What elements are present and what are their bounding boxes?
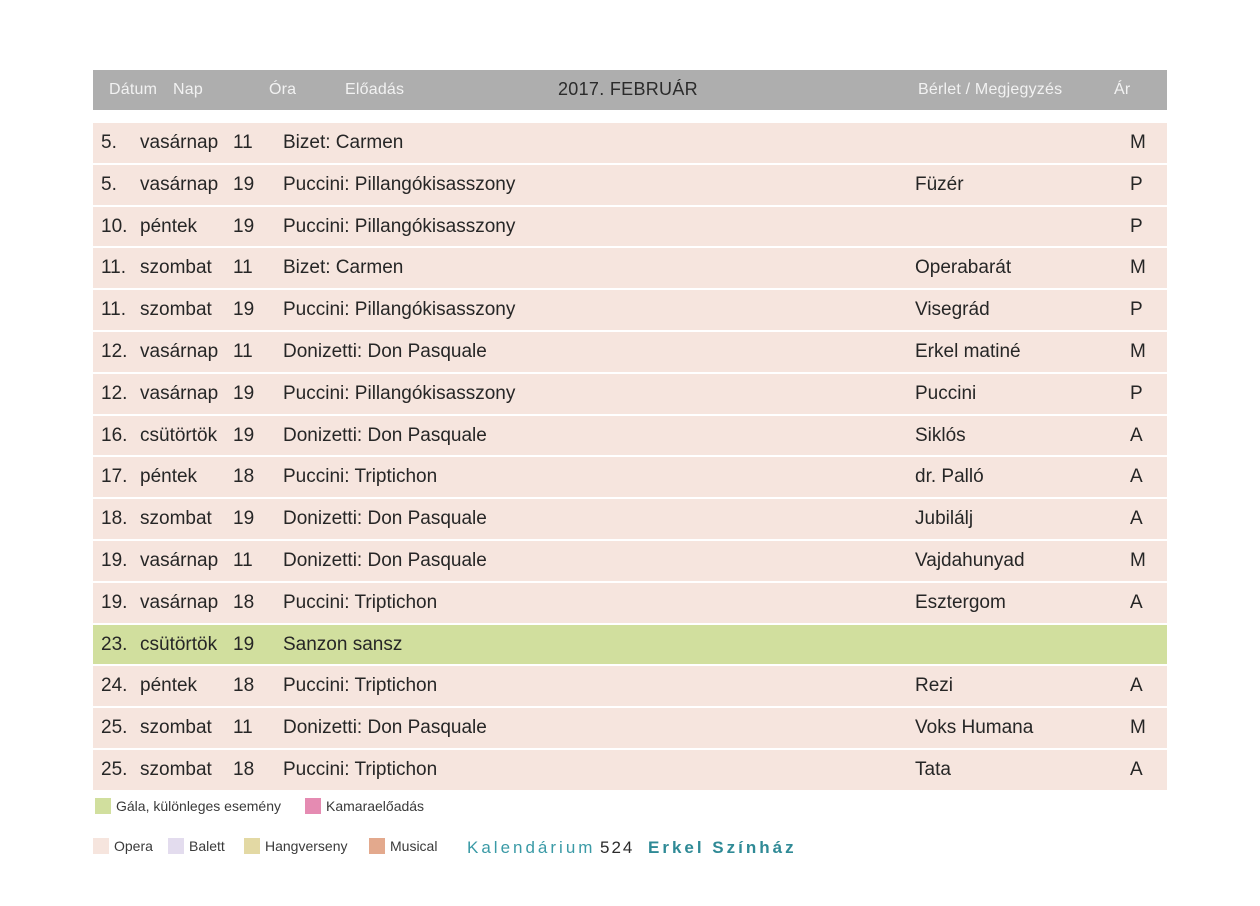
row-performance: Puccini: Pillangókisasszony <box>283 382 516 404</box>
legend-item-balett <box>168 838 225 855</box>
row-day: csütörtök <box>140 424 218 446</box>
row-note: Voks Humana <box>915 717 1034 739</box>
page-number: 524 <box>600 838 635 857</box>
row-note: Erkel matiné <box>915 340 1021 362</box>
table-row <box>93 123 1167 163</box>
kamara-swatch <box>305 798 321 814</box>
row-note: Tata <box>915 758 951 780</box>
header-time-label: Óra <box>269 81 297 98</box>
row-note: Esztergom <box>915 591 1006 613</box>
row-price: M <box>1130 549 1146 571</box>
row-day: vasárnap <box>140 340 219 362</box>
row-performance: Puccini: Pillangókisasszony <box>283 173 516 195</box>
row-day: péntek <box>140 675 198 697</box>
row-day: vasárnap <box>140 549 219 571</box>
legend-item-musical <box>369 838 437 855</box>
legend-label-balett: Balett <box>189 838 225 854</box>
row-note: dr. Palló <box>915 466 984 488</box>
row-note: Siklós <box>915 424 966 446</box>
legend-label-musical: Musical <box>390 838 438 854</box>
row-price: P <box>1130 299 1143 321</box>
table-row <box>93 541 1167 581</box>
row-date: 11. <box>101 299 127 321</box>
row-price: A <box>1130 675 1143 697</box>
row-performance: Donizetti: Don Pasquale <box>283 424 487 446</box>
row-date: 5. <box>101 132 117 153</box>
row-date: 5. <box>101 173 117 195</box>
row-price: M <box>1130 257 1146 279</box>
footer-theatre-name: Erkel Színház <box>648 838 797 857</box>
row-date: 17. <box>101 466 128 488</box>
row-performance: Donizetti: Don Pasquale <box>283 340 487 362</box>
row-date: 11. <box>101 257 127 279</box>
table-row <box>93 207 1167 247</box>
row-performance: Bizet: Carmen <box>283 257 404 279</box>
header-performance-label: Előadás <box>345 81 405 98</box>
legend-label-opera: Opera <box>114 838 153 854</box>
row-performance: Puccini: Pillangókisasszony <box>283 299 516 321</box>
row-note: Operabarát <box>915 257 1012 279</box>
row-day: szombat <box>140 299 212 321</box>
row-price: P <box>1130 215 1143 237</box>
row-price: A <box>1130 424 1143 446</box>
table-row <box>93 499 1167 539</box>
row-time: 18 <box>233 466 255 488</box>
row-time: 11 <box>233 132 253 153</box>
row-time: 19 <box>233 382 255 404</box>
balett-swatch <box>168 838 184 854</box>
table-row <box>93 583 1167 623</box>
row-performance: Donizetti: Don Pasquale <box>283 508 487 530</box>
table-row <box>93 666 1167 706</box>
row-time: 11 <box>233 717 253 739</box>
hangverseny-swatch <box>244 838 260 854</box>
opera-swatch <box>93 838 109 854</box>
table-row <box>93 248 1167 288</box>
table-row <box>93 165 1167 205</box>
row-day: szombat <box>140 257 212 279</box>
row-time: 19 <box>233 299 255 321</box>
row-performance: Donizetti: Don Pasquale <box>283 717 487 739</box>
row-date: 23. <box>101 633 128 655</box>
legend-label-hangverseny: Hangverseny <box>265 838 348 854</box>
legend-item-gala <box>95 798 281 815</box>
row-date: 12. <box>101 340 128 362</box>
row-performance: Puccini: Triptichon <box>283 675 438 697</box>
footer-kalendarium: Kalendárium <box>467 838 596 857</box>
row-note: Visegrád <box>915 299 990 321</box>
row-price: M <box>1130 717 1146 739</box>
row-performance: Puccini: Triptichon <box>283 466 438 488</box>
table-row <box>93 750 1167 790</box>
row-performance: Puccini: Pillangókisasszony <box>283 215 516 237</box>
row-note: Füzér <box>915 173 964 195</box>
row-price: A <box>1130 466 1143 488</box>
legend-item-kamara <box>305 798 424 815</box>
row-performance: Sanzon sansz <box>283 633 403 655</box>
row-performance: Bizet: Carmen <box>283 132 404 153</box>
gala-swatch <box>95 798 111 814</box>
row-price: A <box>1130 591 1143 613</box>
row-time: 19 <box>233 173 255 195</box>
row-day: vasárnap <box>140 132 219 153</box>
row-date: 19. <box>101 549 128 571</box>
row-note: Jubilálj <box>915 508 974 530</box>
musical-swatch <box>369 838 385 854</box>
legend-item-opera <box>93 838 153 855</box>
row-date: 12. <box>101 382 128 404</box>
legend-item-hangverseny <box>244 838 348 855</box>
header-note-label: Bérlet / Megjegyzés <box>918 81 1063 98</box>
row-date: 10. <box>101 215 128 237</box>
row-day: péntek <box>140 215 198 237</box>
row-day: vasárnap <box>140 382 219 404</box>
header-day-label: Nap <box>173 81 203 98</box>
row-price: M <box>1130 132 1146 153</box>
schedule-table <box>93 123 1167 792</box>
row-day: vasárnap <box>140 591 219 613</box>
row-day: szombat <box>140 717 212 739</box>
row-time: 11 <box>233 549 253 571</box>
row-date: 25. <box>101 717 128 739</box>
row-time: 18 <box>233 758 255 780</box>
table-row <box>93 374 1167 414</box>
row-performance: Puccini: Triptichon <box>283 591 438 613</box>
table-row <box>93 332 1167 372</box>
row-date: 19. <box>101 591 128 613</box>
table-row <box>93 625 1167 665</box>
row-date: 16. <box>101 424 128 446</box>
row-date: 18. <box>101 508 128 530</box>
row-day: szombat <box>140 758 212 780</box>
row-time: 11 <box>233 340 253 362</box>
legend-label-kamara: Kamaraelőadás <box>326 798 425 814</box>
row-price: P <box>1130 173 1143 195</box>
row-time: 18 <box>233 675 255 697</box>
row-performance: Donizetti: Don Pasquale <box>283 549 487 571</box>
row-time: 19 <box>233 633 255 655</box>
row-note: Rezi <box>915 675 954 697</box>
table-row <box>93 457 1167 497</box>
row-day: vasárnap <box>140 173 219 195</box>
row-price: A <box>1130 508 1143 530</box>
row-performance: Puccini: Triptichon <box>283 758 438 780</box>
page-title: 2017. FEBRUÁR <box>558 79 698 99</box>
row-time: 19 <box>233 424 255 446</box>
header-date-label: Dátum <box>109 81 158 98</box>
row-time: 19 <box>233 215 255 237</box>
row-price: M <box>1130 340 1146 362</box>
row-day: szombat <box>140 508 212 530</box>
row-time: 11 <box>233 257 253 279</box>
header-price-label: Ár <box>1114 81 1131 98</box>
row-day: csütörtök <box>140 633 218 655</box>
row-time: 18 <box>233 591 255 613</box>
table-row <box>93 708 1167 748</box>
table-row <box>93 290 1167 330</box>
table-row <box>93 416 1167 456</box>
row-date: 24. <box>101 675 128 697</box>
row-price: P <box>1130 382 1143 404</box>
row-date: 25. <box>101 758 128 780</box>
row-day: péntek <box>140 466 198 488</box>
row-note: Puccini <box>915 382 977 404</box>
row-note: Vajdahunyad <box>915 549 1025 571</box>
row-time: 19 <box>233 508 255 530</box>
table-header <box>93 70 1167 110</box>
legend-label-gala: Gála, különleges esemény <box>116 798 281 814</box>
row-price: A <box>1130 758 1143 780</box>
